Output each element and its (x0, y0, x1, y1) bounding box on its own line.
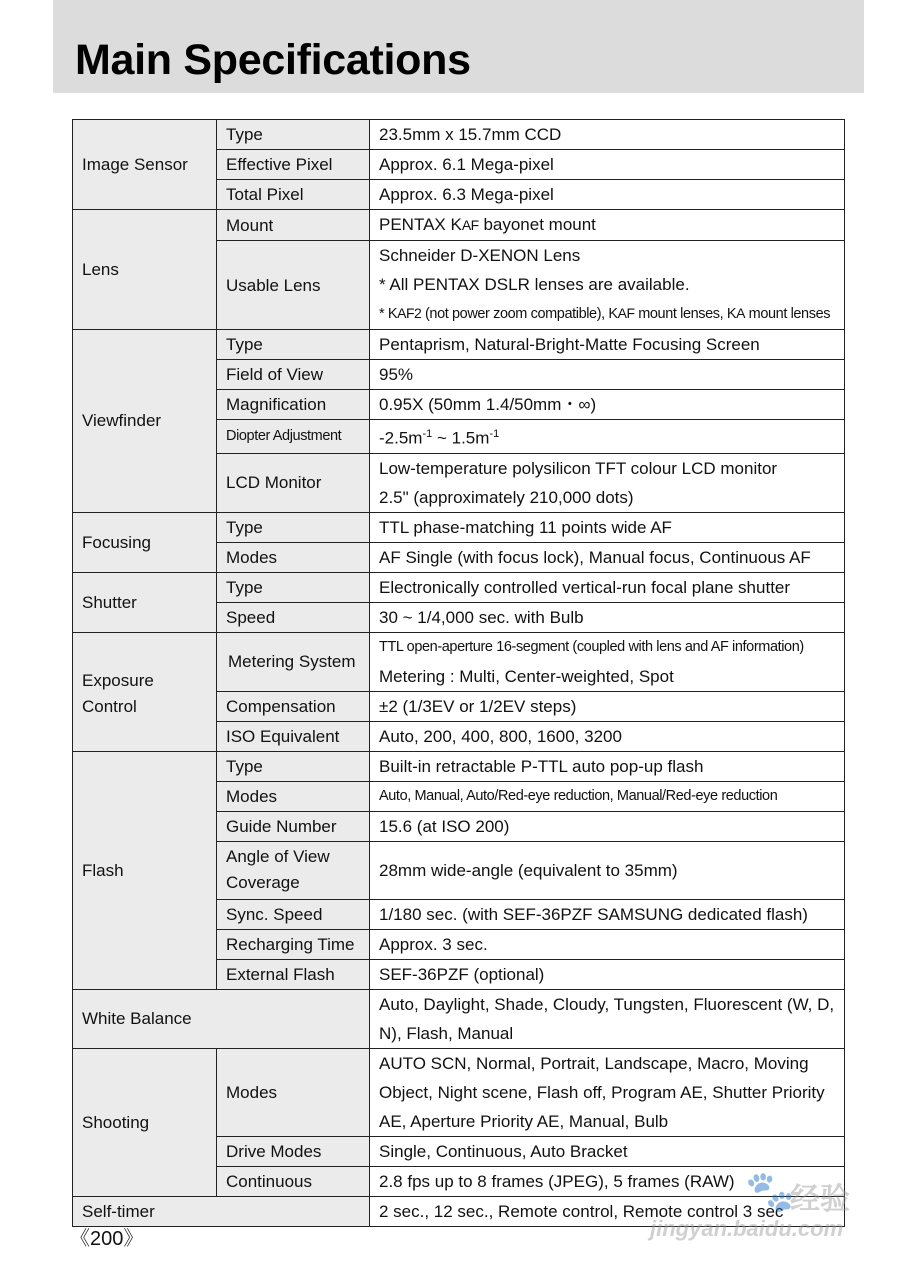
spec-value: Single, Continuous, Auto Bracket (370, 1136, 845, 1166)
category-cell: Focusing (73, 512, 217, 572)
spec-value: Built-in retractable P-TTL auto pop-up flash (370, 751, 845, 781)
spec-value: 95% (370, 360, 845, 390)
page-title: Main Specifications (75, 36, 471, 84)
value-line: Low-temperature polysilicon TFT colour LCD monitor (379, 458, 778, 478)
table-row (73, 1048, 845, 1136)
sub-label: Type (217, 512, 370, 542)
table-row (73, 210, 845, 241)
table-row (73, 632, 845, 691)
sub-label: Magnification (217, 390, 370, 420)
spec-value (370, 241, 845, 330)
header-band (53, 0, 864, 93)
sub-label: Metering System (217, 632, 370, 691)
value-line: N), Flash, Manual (379, 1023, 514, 1043)
sub-label: Modes (217, 1048, 370, 1136)
spec-value: Auto, 200, 400, 800, 1600, 3200 (370, 721, 845, 751)
spec-value: AF Single (with focus lock), Manual focus, Continuous AF (370, 542, 845, 572)
sub-label: Total Pixel (217, 180, 370, 210)
page-number: 《200》 (70, 1228, 144, 1250)
value-line: 2.5" (approximately 210,000 dots) (379, 487, 634, 507)
spec-value: Pentaprism, Natural-Bright-Matte Focusing Screen (370, 330, 845, 360)
watermark-brand: 经验 (790, 1183, 850, 1216)
category-line: Exposure (82, 670, 154, 690)
value-part: (not power zoom compatible), K (421, 306, 618, 322)
spec-value: 2 sec., 12 sec., Remote control, Remote control 3 sec (370, 1196, 845, 1226)
spec-value: Approx. 6.1 Mega-pixel (370, 150, 845, 180)
value-line (379, 299, 835, 329)
value-line: AUTO SCN, Normal, Portrait, Landscape, Macro, Moving (379, 1053, 809, 1073)
sub-label: Effective Pixel (217, 150, 370, 180)
value-part: A (736, 305, 746, 321)
sub-label: Field of View (217, 360, 370, 390)
sub-label-line: Angle of View (226, 847, 330, 867)
value-part: PENTAX K (379, 215, 462, 234)
sub-label: Continuous (217, 1166, 370, 1196)
sub-label: Usable Lens (217, 241, 370, 330)
spec-value: SEF-36PZF (optional) (370, 959, 845, 989)
sub-label: Modes (217, 781, 370, 811)
spec-value (370, 210, 845, 241)
value-line: Metering : Multi, Center-weighted, Spot (379, 666, 674, 686)
value-part: AF (461, 217, 479, 233)
sub-label: ISO Equivalent (217, 721, 370, 751)
value-line: Schneider D-XENON Lens (379, 246, 581, 265)
value-part: mount lenses, K (634, 306, 737, 322)
spec-table (72, 119, 845, 1227)
spec-value: 30 ~ 1/4,000 sec. with Bulb (370, 602, 845, 632)
spec-value (370, 453, 845, 512)
value-part: ~ 1.5m (432, 428, 490, 448)
sub-label: Type (217, 330, 370, 360)
category-cell: White Balance (73, 989, 370, 1048)
value-part: AF2 (397, 305, 422, 321)
value-line: TTL open-aperture 16-segment (coupled with lens and AF information) (379, 638, 804, 655)
value-line: AE, Aperture Priority AE, Manual, Bulb (379, 1111, 669, 1131)
value-part: -2.5m (379, 428, 423, 448)
watermark-url: jingyan.baidu.com (650, 1216, 844, 1241)
spec-value: Approx. 6.3 Mega-pixel (370, 180, 845, 210)
spec-value: 1/180 sec. (with SEF-36PZF SAMSUNG dedicated flash) (370, 899, 845, 929)
category-cell: Viewfinder (73, 330, 217, 513)
value-part: -1 (489, 428, 500, 440)
sub-label: Drive Modes (217, 1136, 370, 1166)
sub-label: Sync. Speed (217, 899, 370, 929)
sub-label (217, 841, 370, 899)
spec-value (370, 632, 845, 691)
spec-value: Auto, Manual, Auto/Red-eye reduction, Manual/Red-eye reduction (370, 781, 845, 811)
spec-value: TTL phase-matching 11 points wide AF (370, 512, 845, 542)
category-cell (73, 632, 217, 751)
sub-label: External Flash (217, 959, 370, 989)
table-row (73, 751, 845, 781)
spec-value: 28mm wide-angle (equivalent to 35mm) (370, 841, 845, 899)
table-row (73, 989, 845, 1048)
sub-label: Type (217, 751, 370, 781)
spec-value: 23.5mm x 15.7mm CCD (370, 120, 845, 150)
category-cell: Flash (73, 751, 217, 989)
sub-label: Mount (217, 210, 370, 241)
table-row (73, 330, 845, 360)
category-cell: Lens (73, 210, 217, 330)
category-line: Control (82, 696, 137, 716)
value-part: AF (617, 305, 635, 321)
category-cell: Image Sensor (73, 120, 217, 210)
category-cell: Shutter (73, 572, 217, 632)
value-part: * K (379, 306, 398, 322)
paw-icon: 🐾 (745, 1170, 795, 1214)
spec-value (370, 989, 845, 1048)
category-cell: Self-timer (73, 1196, 370, 1226)
spec-value: 15.6 (at ISO 200) (370, 811, 845, 841)
sub-label: Diopter Adjustment (217, 420, 370, 454)
watermark (650, 1150, 870, 1250)
sub-label: Type (217, 572, 370, 602)
sub-label: Modes (217, 542, 370, 572)
table-row (73, 120, 845, 150)
value-line: * All PENTAX DSLR lenses are available. (379, 275, 690, 294)
sub-label-line: Coverage (226, 873, 300, 893)
spec-value: ±2 (1/3EV or 1/2EV steps) (370, 691, 845, 721)
value-part: -1 (422, 428, 433, 440)
spec-value (370, 420, 845, 454)
sub-label: Compensation (217, 691, 370, 721)
table-row (73, 512, 845, 542)
spec-value: Electronically controlled vertical-run focal plane shutter (370, 572, 845, 602)
value-line: Object, Night scene, Flash off, Program AE, Shutter Priority (379, 1082, 825, 1102)
spec-value: Approx. 3 sec. (370, 929, 845, 959)
value-part: bayonet mount (478, 215, 596, 234)
sub-label: Type (217, 120, 370, 150)
category-cell: Shooting (73, 1048, 217, 1196)
spec-value (370, 1048, 845, 1136)
sub-label: Recharging Time (217, 929, 370, 959)
sub-label: LCD Monitor (217, 453, 370, 512)
table-row (73, 572, 845, 602)
sub-label: Speed (217, 602, 370, 632)
value-line: Auto, Daylight, Shade, Cloudy, Tungsten, Fluorescent (W, D, (379, 994, 835, 1014)
value-part: mount lenses (745, 306, 831, 322)
spec-value: 2.8 fps up to 8 frames (JPEG), 5 frames (RAW) (370, 1166, 845, 1196)
sub-label: Guide Number (217, 811, 370, 841)
spec-value: 0.95X (50mm 1.4/50mm・∞) (370, 390, 845, 420)
